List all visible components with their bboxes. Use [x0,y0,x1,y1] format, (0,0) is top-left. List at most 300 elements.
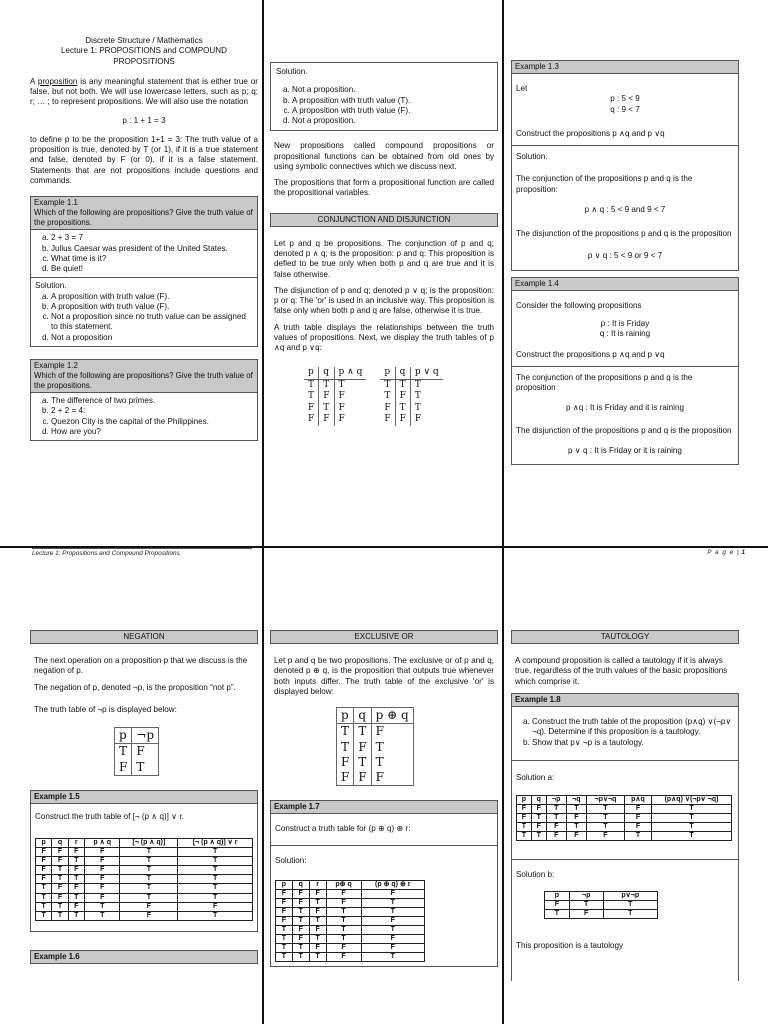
table-cell: T [309,917,326,926]
intro-paragraph-2: to define p to be the proposition 1+1 = 3: The truth value of a proposition is true, denoted by T (or 1), if it is a true statement and false, denoted by F (or 0), if it is a false statement. Statements that are not propositions include questions and commands. [30,134,258,185]
example-1-5-body [30,804,258,932]
example-1-7-header: Example 1.7 [270,800,498,814]
column-header: (p∧q) ∨(¬p∨ ¬q) [652,796,732,805]
table-cell: T [380,391,395,402]
table-cell: F [84,884,120,893]
table-cell: F [361,890,424,899]
item-list [35,396,253,437]
example-1-2-solution [270,62,498,131]
table-cell: F [84,875,120,884]
column-header: p [517,796,532,805]
table-cell: T [292,953,309,962]
table-cell: F [566,814,586,823]
table-cell: F [68,884,84,893]
header-line-1: Discrete Structure / Mathematics [85,36,203,45]
table-cell: F [380,403,395,414]
and-truth-table [304,367,366,425]
example-question: Which of the following are propositions? Give the truth value of the propositions. [34,208,253,228]
footer-right [600,549,745,557]
table-cell: T [326,917,361,926]
list-item: d. How are you? [51,427,253,437]
table-row [517,805,732,814]
example-1-1-header [30,196,258,230]
example-1-1-items [30,230,258,278]
table-cell: T [178,866,253,875]
table-cell: T [326,908,361,917]
table-cell: F [380,414,395,425]
table-cell: T [395,379,410,391]
column-header: p [545,891,570,900]
table-cell: T [84,911,120,920]
example-title: Example 1.1 [34,198,78,208]
table-cell: ¬p [132,728,159,744]
column-header: r [309,880,326,889]
solution-label: Solution. [276,67,308,76]
table-row [304,391,366,402]
solution-label: Solution: [275,855,307,865]
column-header: p∨¬p [603,891,657,900]
table-cell: F [309,944,326,953]
table-cell: F [531,823,546,832]
table-cell: T [309,899,326,908]
truth-tables-row [274,367,494,425]
table-cell: T [304,379,319,391]
table-cell: F [338,402,345,413]
header-line-3: PROPOSITIONS [113,56,175,66]
table-cell: F [361,944,424,953]
solution-label: Solution. [516,152,548,162]
column-header: [¬ (p ∧ q)] ∨ r [178,839,253,848]
table-cell: T [309,953,326,962]
example-1-4-header: Example 1.4 [511,277,739,291]
column-header: ¬p∨¬q [587,796,625,805]
list-item: d. Not a proposition [51,333,253,343]
table-cell: F [136,744,145,759]
table-cell: F [531,805,546,814]
table-cell: T [361,899,424,908]
table-row [36,911,253,920]
table-row [276,890,425,899]
table-cell: T [587,814,625,823]
table-cell: T [292,917,309,926]
divider-right [502,0,504,1024]
table-row [517,832,732,841]
example-1-5-table [35,838,253,920]
table-cell: F [326,890,361,899]
column-header: ¬p [569,891,603,900]
table-cell: T [354,755,371,770]
xor-truth-table [336,707,414,786]
table-row [276,926,425,935]
table-row [276,917,425,926]
example-1-7-table [275,880,425,962]
xor-section [270,656,498,786]
table-cell: T [136,759,145,774]
example-1-8-table-a [516,795,732,841]
table-cell: T [395,403,410,414]
disjunction-paragraph: The disjunction of p and q; denoted p ∨ q; is the proposition: p or q: The 'or' is used in an inclusive way. This proposition is false only when both p and q are false, otherwise it is true. [274,285,494,316]
table-row [517,814,732,823]
table-cell: T [68,875,84,884]
table-cell: T [115,744,132,760]
compound-section [270,141,498,198]
table-cell: T [178,848,253,857]
column-2-bottom [270,630,498,967]
table-row [545,900,658,909]
table-cell: F [68,848,84,857]
table-cell: T [531,832,546,841]
table-cell: T [178,884,253,893]
construct-instruction: Construct the propositions p ∧q and p ∨q [516,349,665,359]
table-cell: T [120,848,178,857]
list-item: b. Show that p∨ ¬p is a tautology. [532,738,734,748]
table-cell: F [276,890,293,899]
table-cell: T [276,944,293,953]
disjunction-text: The disjunction of the propositions p and q is the proposition [516,425,732,435]
table-cell: T [361,926,424,935]
table-cell: T [566,823,586,832]
table-cell: F [36,866,52,875]
table-header-row [337,708,414,724]
table-cell: F [36,875,52,884]
table-cell: F [304,414,319,425]
table-cell: F [36,857,52,866]
footer-left: Lecture 1: Propositions and Compound Propositions [32,548,252,558]
conjunction-result: p ∧q : It is Friday and it is raining [566,403,684,413]
table-row [276,944,425,953]
table-cell: T [36,902,52,911]
conjunction-section [270,239,498,426]
list-item: d. Not a proposition. [292,116,492,126]
table-cell: T [178,911,253,920]
table-row [36,884,253,893]
table-cell: T [414,402,421,413]
table-cell: T [52,911,68,920]
table-cell: T [120,866,178,875]
example-1-3-solution [511,146,739,271]
column-3-top [511,60,739,465]
example-1-8-table-b [544,891,658,919]
column-1-top [30,36,258,441]
table-cell: T [52,866,68,875]
table-row [36,902,253,911]
solution-list [276,85,492,126]
list-item: a. A proposition with truth value (F). [51,292,253,302]
let-label: Let [516,84,528,94]
column-header: p⊕ q [326,880,361,889]
table-cell: p [115,728,132,744]
table-row [115,760,159,776]
table-cell: T [68,893,84,902]
page-label: P a g e | [707,549,740,556]
column-header: q [292,880,309,889]
table-cell: p ⊕ q [371,708,413,724]
column-2-top [270,62,498,426]
table-cell: F [517,805,532,814]
item-list [35,233,253,274]
table-header-row [115,728,159,744]
table-cell: F [84,866,120,875]
table-row [337,770,414,786]
table-row [276,953,425,962]
list-item: a. 2 + 3 = 7 [51,233,253,243]
intro-pre: A [30,76,38,86]
table-cell: F [84,848,120,857]
table-row [337,755,414,770]
table-cell: p ∨ q [410,367,442,379]
column-header: q [531,796,546,805]
table-cell: F [546,823,566,832]
conjunction-text: The conjunction of the propositions p and q is the proposition: [516,174,693,194]
list-item: a. Not a proposition. [292,85,492,95]
table-cell: F [354,770,371,786]
section-band-negation: NEGATION [30,630,258,644]
table-cell: F [309,908,326,917]
table-cell: T [120,857,178,866]
section-band-xor: EXCLUSIVE OR [270,630,498,644]
table-cell: F [319,414,334,425]
table-cell: T [68,911,84,920]
conjunction-paragraph: Let p and q be propositions. The conjunction of p and q; denoted p ∧ q; is the proposition: p and q: This proposition is defied to be true only when both p and q are true and it is false otherwise. [274,238,494,279]
table-cell: T [276,926,293,935]
column-header: (p ⊕ q) ⊕ r [361,880,424,889]
table-cell: q [319,367,334,379]
table-cell: F [326,944,361,953]
table-cell: T [652,805,732,814]
table-row [380,414,442,425]
table-cell: T [36,893,52,902]
table-cell: T [380,379,395,391]
table-cell: F [276,899,293,908]
table-header-row [304,367,366,379]
solution-label: Solution a: [516,772,555,782]
table-cell: F [624,814,651,823]
table-cell: T [361,908,424,917]
table-row [36,893,253,902]
column-header: r [68,839,84,848]
table-cell: T [566,805,586,814]
construct-instruction: Construct a truth table for (p ⊕ q) ⊕ r: [275,824,411,834]
table-cell: F [326,953,361,962]
example-1-2-header [30,359,258,393]
table-cell: T [624,832,651,841]
item-list [516,717,734,748]
table-cell: T [292,908,309,917]
negation-section [30,656,258,776]
negation-paragraph-1: The next operation on a proposition p that we discuss is the negation of p. [34,656,248,676]
table-cell: F [52,884,68,893]
table-cell: T [517,823,532,832]
table-cell: T [361,953,424,962]
page-number: 1 [741,549,745,556]
column-header: p [36,839,52,848]
table-cell: F [337,770,354,786]
table-cell: F [292,935,309,944]
table-row [380,391,442,402]
table-cell: F [276,908,293,917]
table-cell: F [292,890,309,899]
construct-instruction: Construct the truth table of [¬ (p ∧ q)] ∨ r. [35,811,184,821]
list-item: b. 2 + 2 = 4: [51,406,253,416]
table-header-row [380,367,442,379]
list-item: c. A proposition with truth value (F). [292,106,492,116]
table-cell: F [587,832,625,841]
xor-table-wrap [274,707,494,786]
example-1-3-header: Example 1.3 [511,60,739,74]
table-cell: T [178,875,253,884]
table-cell: F [354,740,371,755]
proposition-p: p : 5 < 9 [610,94,640,104]
list-item: a. The difference of two primes. [51,396,253,406]
table-cell: F [624,805,651,814]
negation-paragraph-2: The negation of p, denoted ¬p, is the proposition “not p”. [34,682,236,692]
construct-instruction: Construct the propositions p ∧q and p ∨q [516,128,665,138]
tautology-section [511,656,739,687]
table-b-wrap [516,891,734,919]
intro-paragraph [30,77,258,108]
table-row [380,379,442,391]
column-header: p ∧ q [84,839,120,848]
table-cell: F [36,848,52,857]
table-row [337,724,414,740]
table-row [517,823,732,832]
disjunction-result: p ∨ q : 5 < 9 or 9 < 7 [587,251,663,261]
header-line-2: Lecture 1: PROPOSITIONS and COMPOUND [61,46,227,56]
table-row [276,908,425,917]
table-cell: T [276,935,293,944]
table-cell: F [361,935,424,944]
table-row [380,403,442,414]
table-cell: T [652,823,732,832]
table-cell: p [304,367,319,379]
table-cell: T [304,391,319,402]
table-cell: F [517,814,532,823]
list-item: c. Not a proposition since no truth value can be assigned to this statement. [51,312,253,333]
table-cell: F [276,917,293,926]
table-cell: F [395,414,410,425]
column-header: [¬ (p ∧ q)] [120,839,178,848]
table-cell: T [517,832,532,841]
or-truth-table [380,367,442,425]
table-cell: F [375,724,384,739]
table-cell: F [115,760,132,776]
table-cell: p ∧ q [334,367,366,379]
table-cell: T [587,805,625,814]
proposition-term: proposition [37,76,78,86]
table-cell: F [545,900,570,909]
example-title: Example 1.2 [34,360,78,370]
table-cell: T [414,379,421,390]
table-cell: F [546,832,566,841]
table-cell: F [304,403,319,414]
table-cell: F [309,926,326,935]
table-cell: T [178,893,253,902]
table-cell: F [624,823,651,832]
example-1-8-header: Example 1.8 [511,693,739,707]
proposition-q: q : 9 < 7 [610,104,640,114]
table-cell: F [337,755,354,770]
table-cell: F [395,391,410,402]
table-cell: q [395,367,410,379]
compound-paragraph-2: The propositions that form a propositional function are called the propositional variables. [274,178,494,198]
table-cell: F [375,770,384,785]
solution-label: Solution. [35,281,67,291]
column-header: p∧q [624,796,651,805]
table-cell: F [68,866,84,875]
column-3-bottom [511,630,739,981]
table-cell: F [319,391,334,402]
table-cell: F [52,848,68,857]
proposition-q: q : It is raining [599,329,651,339]
table-row [337,740,414,755]
table-cell: F [84,857,120,866]
conjunction-result: p ∧ q : 5 < 9 and 9 < 7 [584,204,666,214]
column-header: ¬p [546,796,566,805]
table-cell: T [84,902,120,911]
table-cell: T [309,935,326,944]
divider-left [262,0,264,1024]
table-cell: F [292,926,309,935]
table-cell: F [566,832,586,841]
table-cell: T [319,403,334,414]
table-cell: T [326,935,361,944]
proposition-p: p : It is Friday [600,318,650,328]
table-cell: T [587,823,625,832]
table-cell: T [337,724,354,740]
example-1-4-solution [511,367,739,465]
table-cell: T [276,953,293,962]
table-cell: T [531,814,546,823]
table-row [36,875,253,884]
example-1-7-solution [270,846,498,968]
list-item: c. Quezon City is the capital of the Philippines. [51,417,253,427]
table-cell: T [354,724,371,740]
table-cell: F [292,899,309,908]
table-header-row [276,880,425,889]
table-cell: T [120,875,178,884]
example-1-8-solution-b [511,860,739,981]
disjunction-result: p ∨ q : It is Friday or it is raining [568,445,682,455]
table-cell: F [326,899,361,908]
list-item: d. Be quiet! [51,264,253,274]
example-1-8-solution-a [511,761,739,861]
column-header: ¬q [566,796,586,805]
example-1-5-header: Example 1.5 [30,790,258,804]
table-row [304,379,366,391]
table-cell: T [36,884,52,893]
table-cell: T [546,814,566,823]
list-item: c. What time is it? [51,254,253,264]
table-cell: T [337,740,354,755]
table-cell: F [338,414,345,425]
intro-post: is any meaningful statement that is either true or false, but not both. We will use lowercase letters, such as p; q; r; … ; to represent propositions. We will also use the notation [30,76,258,107]
table-cell: F [414,414,422,425]
table-cell: F [178,902,253,911]
table-cell: T [375,739,384,754]
table-row [115,744,159,760]
table-cell: T [120,893,178,902]
conjunction-text: The conjunction of the propositions p and q is the proposition [516,372,693,393]
table-cell: T [545,909,570,918]
table-row [36,866,253,875]
table-row [304,414,366,425]
table-row [304,403,366,414]
negation-truth-table [114,727,159,776]
table-cell: T [52,902,68,911]
column-header: q [52,839,68,848]
table-cell: F [68,902,84,911]
table-cell: F [52,857,68,866]
